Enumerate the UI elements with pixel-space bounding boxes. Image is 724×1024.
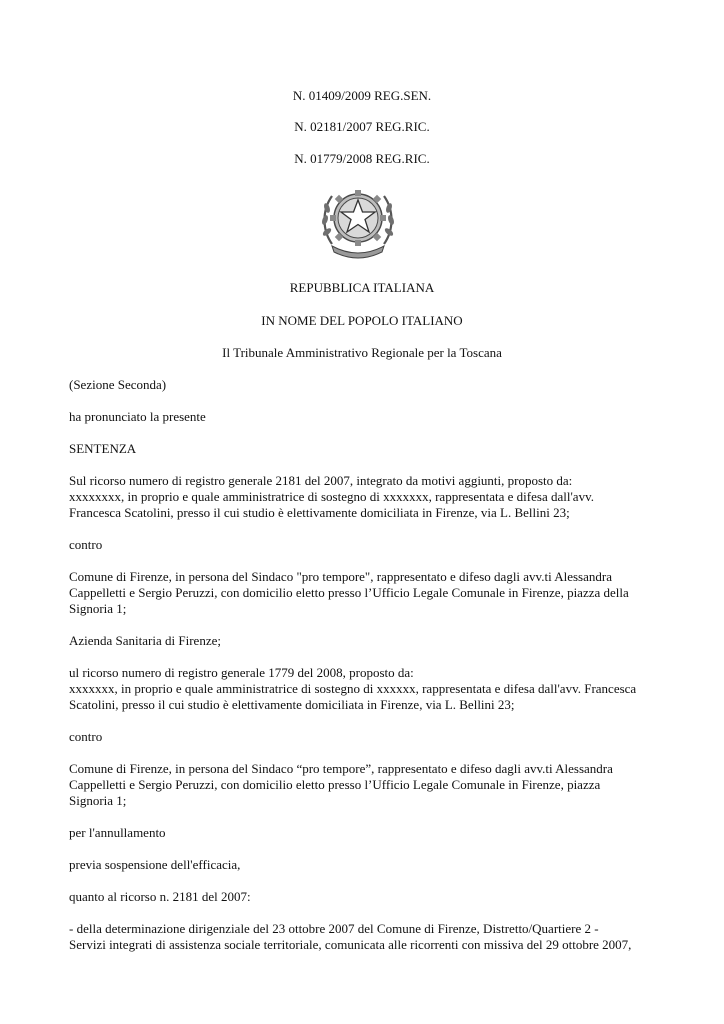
appeal-number-2: N. 01779/2008 REG.RIC. <box>294 151 430 166</box>
comune2-line: Signoria 1; <box>69 793 127 808</box>
sospensione-text: previa sospensione dell'efficacia, <box>69 857 241 872</box>
court-heading: Il Tribunale Amministrativo Regionale per la Toscana <box>222 345 502 360</box>
azienda-text: Azienda Sanitaria di Firenze; <box>69 633 221 648</box>
sentenza-heading: SENTENZA <box>69 441 137 456</box>
comune2-line: Cappelletti e Sergio Peruzzi, con domicilio eletto presso l’Ufficio Legale Comunale in Firenze, piazza <box>69 777 601 792</box>
republic-heading: REPUBBLICA ITALIANA <box>289 280 435 295</box>
appeal2-line: ul ricorso numero di registro generale 1779 del 2008, proposto da: <box>69 665 414 680</box>
appeal2-line: Scatolini, presso il cui studio è elettivamente domiciliata in Firenze, via L. Bellini 23; <box>69 697 515 712</box>
comune1-line: Cappelletti e Sergio Peruzzi, con domicilio eletto presso l’Ufficio Legale Comunale in Firenze, piazza della <box>69 585 629 600</box>
sentence-number: N. 01409/2009 REG.SEN. <box>292 88 432 103</box>
comune1-line: Signoria 1; <box>69 601 127 616</box>
contro-label: contro <box>69 729 103 744</box>
annullamento-text: per l'annullamento <box>69 825 166 840</box>
comune2-line: Comune di Firenze, in persona del Sindaco “pro tempore”, rappresentato e difeso dagli avv.ti Alessandra <box>69 761 613 776</box>
determination-line: - della determinazione dirigenziale del 23 ottobre 2007 del Comune di Firenze, Distretto/Quartiere 2 - <box>69 921 599 936</box>
comune1-line: Comune di Firenze, in persona del Sindaco "pro tempore", rappresentato e difeso dagli avv.ti Alessandra <box>69 569 612 584</box>
appeal-number-1: N. 02181/2007 REG.RIC. <box>294 119 430 134</box>
appeal1-line: Sul ricorso numero di registro generale 2181 del 2007, integrato da motivi aggiunti, proposto da: <box>69 473 573 488</box>
section-label: (Sezione Seconda) <box>69 377 167 392</box>
appeal1-line: Francesca Scatolini, presso il cui studio è elettivamente domiciliata in Firenze, via L. Bellini 23; <box>69 505 570 520</box>
quanto-text: quanto al ricorso n. 2181 del 2007: <box>69 889 251 904</box>
appeal2-line: xxxxxxx, in proprio e quale amministratrice di sostegno di xxxxxx, rappresentata e difesa dall'avv. Francesca <box>69 681 637 696</box>
pronounced-text: ha pronunciato la presente <box>69 409 206 424</box>
emblem-of-italy-icon <box>318 180 398 265</box>
contro-label: contro <box>69 537 103 552</box>
appeal1-line: xxxxxxxx, in proprio e quale amministratrice di sostegno di xxxxxxx, rappresentata e difesa dall'avv. <box>69 489 594 504</box>
in-name-heading: IN NOME DEL POPOLO ITALIANO <box>261 313 463 328</box>
determination-line: Servizi integrati di assistenza sociale territoriale, comunicata alle ricorrenti con missiva del 29 ottobre 2007, <box>69 937 632 952</box>
